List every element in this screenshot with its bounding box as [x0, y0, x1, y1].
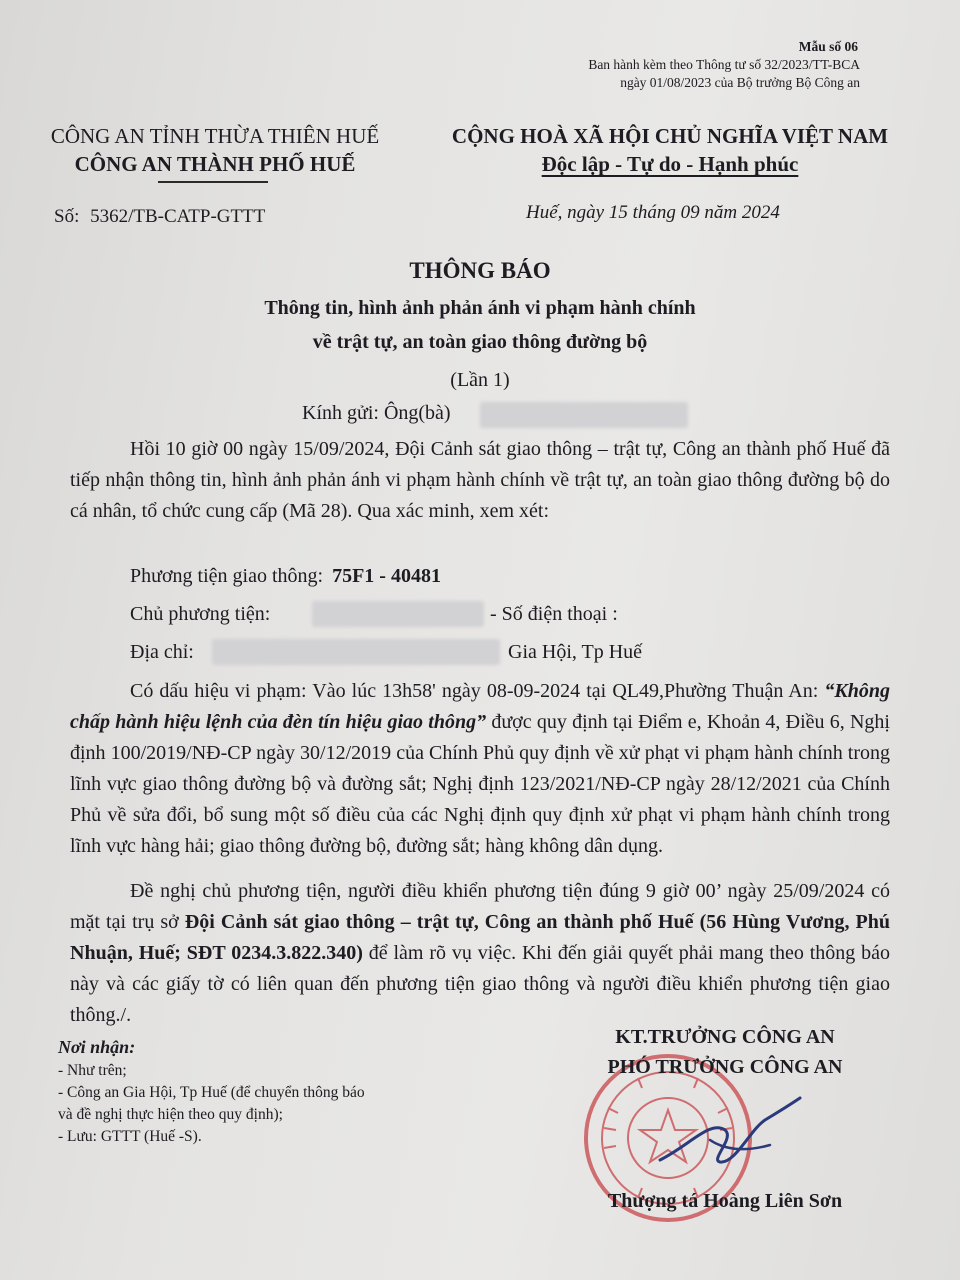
vehicle-plate: 75F1 - 40481: [332, 565, 441, 587]
national-title: [420, 122, 920, 178]
document-number-label: Số:: [54, 206, 80, 227]
intro-paragraph: [70, 434, 890, 527]
violation-legal-basis: được quy định tại Điểm e, Khoản 4, Điều 6, Nghị định 100/2019/NĐ-CP ngày 30/12/2019 của Chính Phủ quy định về xử phạt vi phạm hành chính trong lĩnh vực giao thông đường bộ và đường sắt; Nghị định 123/2021/NĐ-CP ngày 28/12/2021 của Chính Phủ về sửa đổi, bổ sung một số điều của các Nghị định quy định xử phạt vi phạm hành chính trong lĩnh vực hàng hải; giao thông đường bộ, đường sắt; hàng không dân dụng.: [70, 711, 890, 857]
national-motto: Độc lập - Tự do - Hạnh phúc: [541, 152, 799, 176]
signatory-name: Thượng tá Hoàng Liên Sơn: [607, 1190, 843, 1212]
signature-title-1: KT.TRƯỞNG CÔNG AN: [615, 1026, 835, 1048]
request-location: Đội Cảnh sát giao thông – trật tự, Công an thành phố Huế (56 Hùng Vương, Phú Nhuận, Huế; SĐT 0234.3.822.340): [70, 911, 890, 964]
redacted-address: [212, 639, 500, 665]
agency-underline: [158, 181, 268, 183]
redacted-addressee: [480, 402, 688, 428]
notice-round: (Lần 1): [450, 369, 510, 391]
recipients-block: [58, 1036, 365, 1148]
phone-label: - Số điện thoại :: [490, 603, 618, 625]
recipient-item: - Như trên;: [58, 1062, 127, 1079]
issuing-agency: [20, 122, 410, 178]
request-paragraph: [70, 876, 890, 1031]
violation-intro: Có dấu hiệu vi phạm: Vào lúc 13h58' ngày 08-09-2024 tại QL49,Phường Thuận An:: [130, 680, 825, 702]
intro-text: Hồi 10 giờ 00 ngày 15/09/2024, Đội Cảnh sát giao thông – trật tự, Công an thành phố Huế đã tiếp nhận thông tin, hình ảnh phản ánh vi phạm hành chính về trật tự, an toàn giao thông đường bộ do cá nhân, tổ chức cung cấp (Mã 28). Qua xác minh, xem xét:: [70, 438, 890, 522]
owner-label: Chủ phương tiện:: [130, 603, 271, 625]
notice-subtitle-2: về trật tự, an toàn giao thông đường bộ: [312, 331, 648, 353]
addressee-label: Kính gửi: Ông(bà): [302, 402, 451, 424]
document-number-value: 5362/TB-CATP-GTTT: [90, 206, 266, 227]
form-issued-with: Ban hành kèm theo Thông tư số 32/2023/TT-BCA: [588, 57, 860, 72]
handwritten-signature: [650, 1090, 810, 1190]
redacted-owner: [312, 601, 484, 627]
recipient-item: - Lưu: GTTT (Huế -S).: [58, 1128, 202, 1145]
form-issued-date: ngày 01/08/2023 của Bộ trưởng Bộ Công an: [620, 75, 860, 90]
document-number: [54, 206, 265, 228]
request-instructions: để làm rõ vụ việc. Khi đến giải quyết phải mang theo thông báo này và các giấy tờ có liên quan đến phương tiện giao thông và người điều khiển phương tiện giao thông./.: [70, 942, 891, 1026]
recipient-item: - Công an Gia Hội, Tp Huế (để chuyển thông báo: [58, 1084, 365, 1101]
notice-subtitle-1: Thông tin, hình ảnh phản ánh vi phạm hành chính: [264, 297, 696, 319]
notice-title: THÔNG BÁO: [409, 258, 551, 283]
recipient-item: và đề nghị thực hiện theo quy định);: [58, 1106, 283, 1123]
document-date: Huế, ngày 15 tháng 09 năm 2024: [526, 202, 780, 223]
signature-title-2: PHÓ TRƯỞNG CÔNG AN: [607, 1056, 843, 1078]
vehicle-label: Phương tiện giao thông:: [130, 565, 324, 587]
address-tail: Gia Hội, Tp Huế: [508, 641, 643, 663]
vehicle-line: [130, 565, 441, 588]
violation-quote: “Không chấp hành hiệu lệnh của đèn tín hiệu giao thông”: [70, 680, 890, 733]
agency-name: CÔNG AN THÀNH PHỐ HUẾ: [74, 152, 356, 176]
violation-paragraph: [70, 676, 890, 862]
form-number: Mẫu số 06: [798, 39, 858, 54]
addressee: [302, 402, 451, 425]
national-name: CỘNG HOÀ XÃ HỘI CHỦ NGHĨA VIỆT NAM: [451, 124, 889, 148]
address-label: Địa chỉ:: [130, 641, 194, 663]
signature-block: [560, 1022, 890, 1082]
agency-parent: CÔNG AN TỈNH THỪA THIÊN HUẾ: [50, 124, 380, 148]
request-intro: Đề nghị chủ phương tiện, người điều khiển phương tiện đúng 9 giờ 00’ ngày 25/09/2024 có mặt tại trụ sở: [70, 880, 890, 933]
recipients-heading: Nơi nhận:: [58, 1037, 136, 1057]
form-reference: [560, 38, 860, 92]
